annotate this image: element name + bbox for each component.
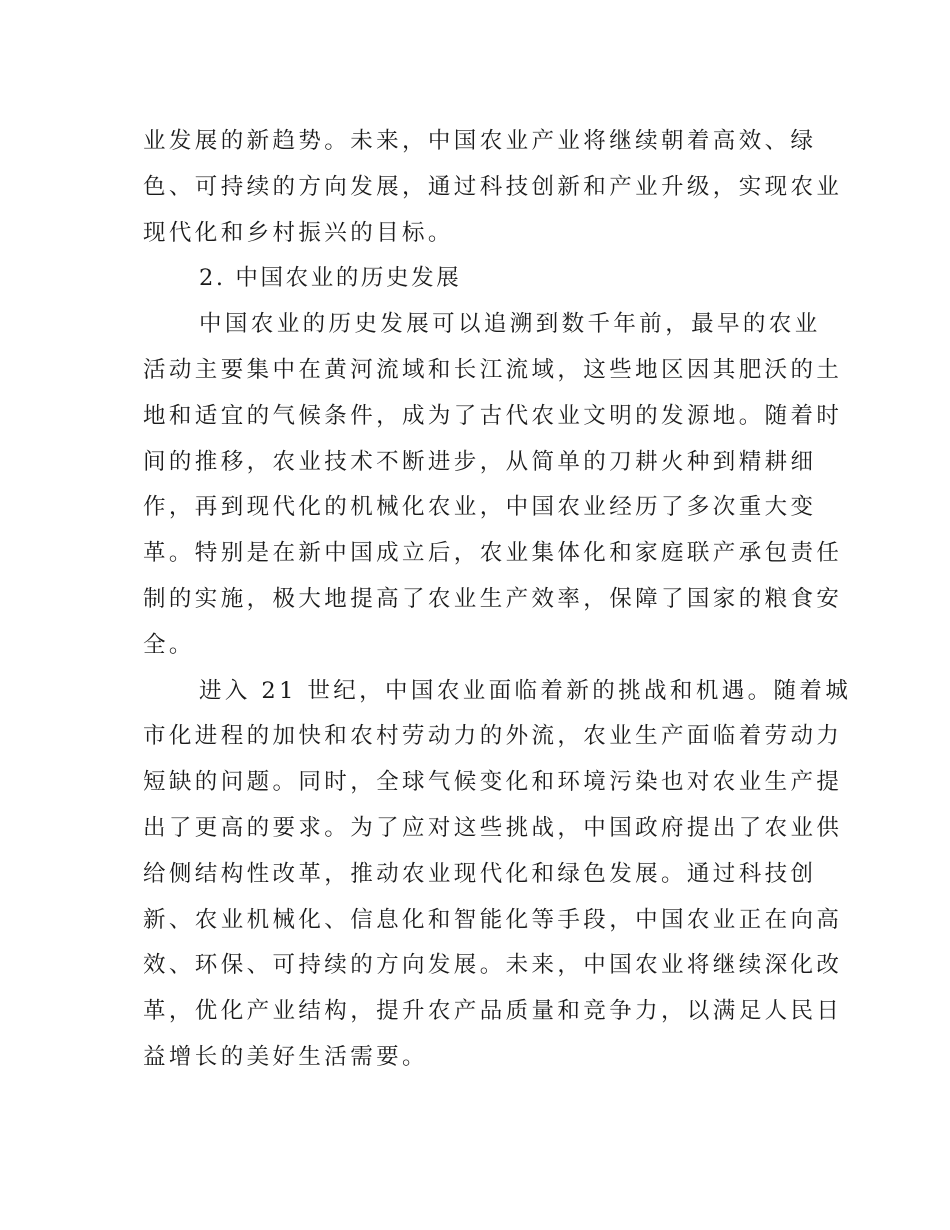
- text-line: 新、农业机械化、信息化和智能化等手段，中国农业正在向高: [143, 906, 843, 933]
- text-line: 全。: [143, 631, 195, 658]
- text-line: 现代化和乡村振兴的目标。: [143, 219, 454, 246]
- text-line: 色、可持续的方向发展，通过科技创新和产业升级，实现农业: [143, 173, 843, 200]
- text-line: 短缺的问题。同时，全球气候变化和环境污染也对农业生产提: [143, 769, 843, 796]
- paragraph-history: [143, 302, 843, 668]
- text-line: 效、环保、可持续的方向发展。未来，中国农业将继续深化改: [143, 952, 843, 979]
- text-line: 给侧结构性改革，推动农业现代化和绿色发展。通过科技创: [143, 860, 817, 887]
- text-line: 中国农业的历史发展可以追溯到数千年前，最早的农业: [199, 311, 821, 338]
- text-line: 间的推移，农业技术不断进步，从简单的刀耕火种到精耕细: [143, 448, 817, 475]
- section-heading: [143, 256, 811, 302]
- document-body: [143, 119, 852, 1081]
- section-heading-text: 2. 中国农业的历史发展: [199, 265, 462, 292]
- text-line: 革。特别是在新中国成立后，农业集体化和家庭联产承包责任: [143, 540, 843, 567]
- text-line: 地和适宜的气候条件，成为了古代农业文明的发源地。随着时: [143, 402, 843, 429]
- text-line: 作，再到现代化的机械化农业，中国农业经历了多次重大变: [143, 494, 817, 521]
- text-line: 活动主要集中在黄河流域和长江流域，这些地区因其肥沃的土: [143, 356, 843, 383]
- paragraph-intro: [143, 119, 843, 256]
- text-line: 益增长的美好生活需要。: [143, 1043, 428, 1070]
- paragraph-21st-century: [143, 669, 852, 1081]
- text-line: 革，优化产业结构，提升农产品质量和竞争力，以满足人民日: [143, 998, 843, 1025]
- text-line: 市化进程的加快和农村劳动力的外流，农业生产面临着劳动力: [143, 723, 843, 750]
- text-line: 进入 21 世纪，中国农业面临着新的挑战和机遇。随着城: [199, 677, 852, 704]
- text-line: 出了更高的要求。为了应对这些挑战，中国政府提出了农业供: [143, 814, 843, 841]
- text-line: 制的实施，极大地提高了农业生产效率，保障了国家的粮食安: [143, 585, 843, 612]
- text-line: 业发展的新趋势。未来，中国农业产业将继续朝着高效、绿: [143, 128, 817, 154]
